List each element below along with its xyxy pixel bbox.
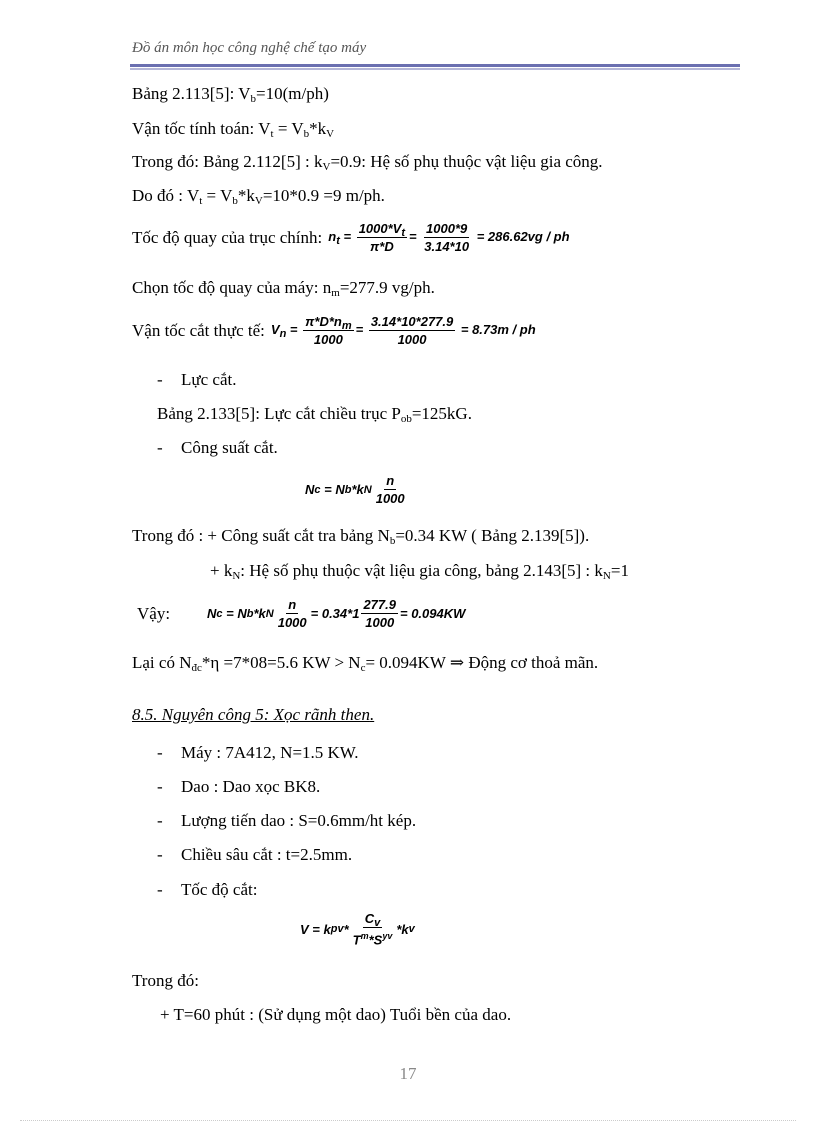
section-heading: 8.5. Nguyên công 5: Xọc rãnh then. [132,705,375,724]
text-line-10: + $k_N$: Hệ số phụ thuộc vật liệu gia công, bảng 2.143[5] : $k_N=1$ [210,561,629,582]
list-item-tool: - Dao : Dao xọc BK8. [157,777,321,796]
list-item-machine: - Máy : 7A412, N=1.5 KW. [157,743,359,762]
bullet-cutting-power: - Công suất cắt. [157,438,278,457]
bullet-cutting-force: - Lực cắt. [157,370,237,389]
document-header: Đồ án môn học công nghệ chế tạo máy [132,40,367,56]
actual-speed-line: Vận tốc cắt thực tế: $V_n$ = $\frac{\pi*D*n_m}{1000}$ = $\frac{3.14*10*277.9}{1000}$ = 8.73m / ph [132,314,536,347]
spindle-speed-line: Tốc độ quay của trục chính: $n_t$ = $\frac{1000*V_t}{\pi*D}$ = $\frac{1000*9}{3.14*10}$ = 286.62vg / ph [132,221,570,254]
list-item-depth: - Chiều sâu cắt : t=2.5mm. [157,845,353,864]
formula-vn: $V_n$ = $\frac{\pi*D*n_m}{1000}$ = $\frac{3.14*10*277.9}{1000}$ = 8.73m / ph [270,314,536,347]
text-line-12: Lại có $N_{đc}*\eta =7*08=5.6$ KW > $N_c= 0.094KW$ ⇒ Động cơ thoả mãn. [132,653,599,674]
page-number: 17 [399,1064,417,1083]
text-line-3: Trong đó: Bảng 2.112[5] : $k_V=0.9$: Hệ số phụ thuộc vật liệu gia công. [132,152,603,173]
text-line-9: Trong đó : + Công suất cắt tra bảng $N_b=0.34$ KW ( Bảng 2.139[5]). [132,526,590,547]
header-rule-light [130,68,740,70]
header-rule [130,64,740,67]
text-line-1: Bảng 2.113[5]: $V_b=10(m/ph)$ [132,84,329,105]
text-line-6: Chọn tốc độ quay của máy: $n_m=277.9$ vg/ph. [132,278,435,299]
therefore-line: Vậy: N c = N b *k N $\frac{n}{1000}$ = 0.34*1 $\frac{277.9}{1000}$ = 0.094KW [137,597,466,630]
list-item-feed: - Lượng tiến dao : S=0.6mm/ht kép. [157,811,417,830]
formula-nc: N c = N b *k N n 1000 [305,473,405,506]
text-line-13: Trong đó: [132,971,199,990]
formula-v: V = k pv * $C_v$ $T^m*S^{yv}$ *k v [300,911,415,948]
text-line-8: Bảng 2.133[5]: Lực cắt chiều trục $P_{ob}=125kG$. [157,404,472,425]
text-line-2: Vận tốc tính toán: $V_t = V_b*k_V$ [132,119,335,140]
text-line-14: + T=60 phút : (Sử dụng một dao) Tuổi bền của dao. [160,1005,512,1024]
list-item-speed: - Tốc độ cắt: [157,880,258,899]
text-line-4: Do đó : $V_t = V_b*k_V=10*0.9 =9$ m/ph. [132,186,385,207]
formula-nc-result: N c = N b *k N $\frac{n}{1000}$ = 0.34*1 $\frac{277.9}{1000}$ = 0.094KW [207,597,466,630]
page-bottom-border [20,1120,796,1121]
formula-nt: $n_t$ = $\frac{1000*V_t}{\pi*D}$ = $\frac{1000*9}{3.14*10}$ = 286.62vg / ph [328,221,570,254]
